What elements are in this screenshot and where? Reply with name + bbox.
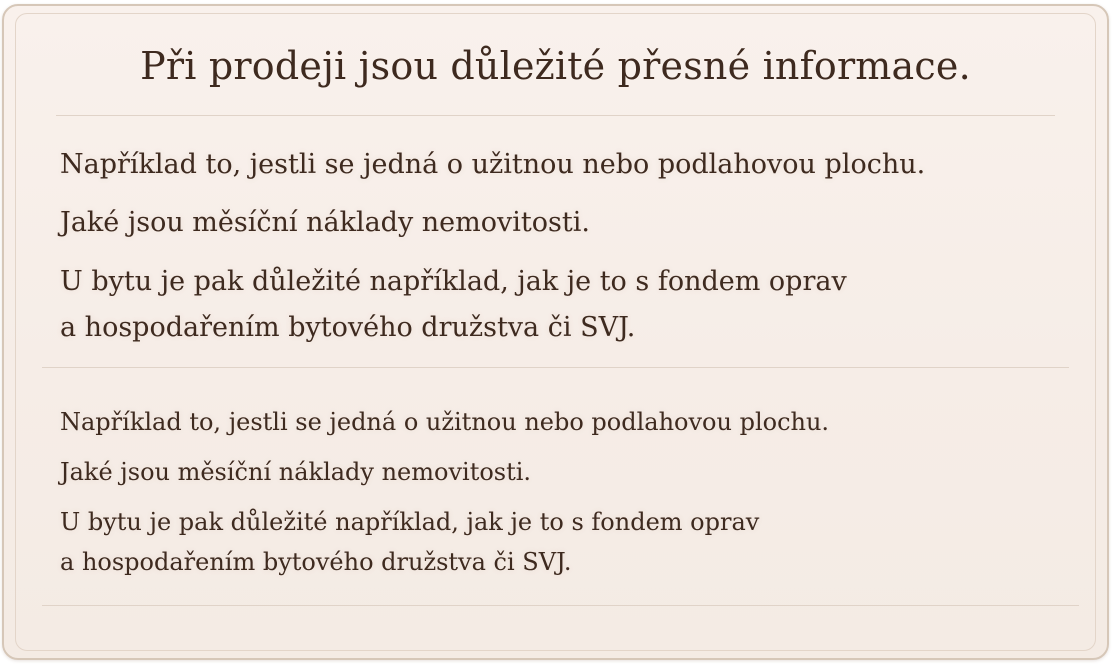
section1-line-repair-fund: U bytu je pak důležité například, jak je to s fondem oprav	[60, 266, 847, 297]
section2-line-monthly-costs: Jaké jsou měsíční náklady nemovitosti.	[60, 458, 532, 486]
title-divider	[56, 115, 1055, 116]
section2-line-cooperative: a hospodařením bytového družstva či SVJ.	[60, 548, 572, 576]
section1-line-monthly-costs: Jaké jsou měsíční náklady nemovitosti.	[60, 207, 590, 238]
section2-line-area-type: Například to, jestli se jedná o užitnou nebo podlahovou plochu.	[60, 408, 830, 436]
section1-line-cooperative: a hospodařením bytového družstva či SVJ.	[60, 312, 636, 343]
info-card	[2, 4, 1109, 660]
card-title: Při prodeji jsou důležité přesné informace.	[140, 44, 971, 88]
section2-line-repair-fund: U bytu je pak důležité například, jak je to s fondem oprav	[60, 508, 760, 536]
section-divider	[42, 367, 1069, 368]
section1-line-area-type: Například to, jestli se jedná o užitnou nebo podlahovou plochu.	[60, 149, 926, 180]
bottom-divider	[42, 605, 1079, 606]
